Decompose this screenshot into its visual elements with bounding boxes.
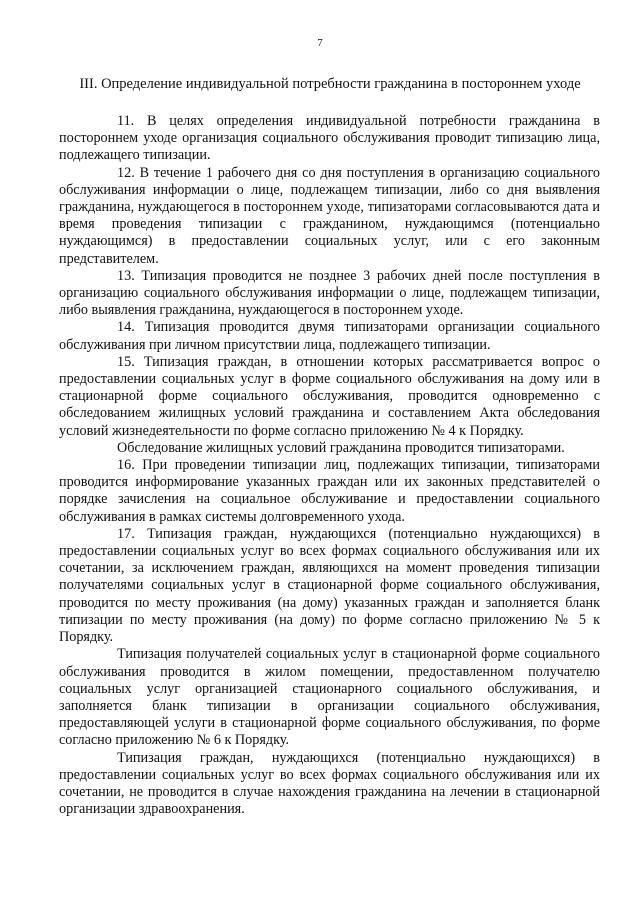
paragraph-17: 17. Типизация граждан, нуждающихся (потенциально нуждающихся) в предоставлении социальных услуг во всех формах социального обслуживания или их сочетании, за исключением граждан, являющихся на момент проведения типизации получателями социальных услуг в стационарной форме социального обслуживания, проводится по месту проживания (на дому) указанных граждан и заполняется бланк типизации по месту проживания (на дому) по форме согласно приложению № 5 к Порядку. — [59, 525, 600, 646]
paragraph-12: 12. В течение 1 рабочего дня со дня поступления в организацию социального обслуживания информации о лице, подлежащем типизации, либо со дня выявления гражданина, нуждающегося в постороннем уходе, типизаторами согласовываются дата и время проведения типизации с гражданином, нуждающимся (потенциально нуждающимся) в предоставлении социальных услуг, или с его законным представителем. — [59, 164, 600, 267]
page-number: 7 — [317, 37, 323, 49]
paragraph-13: 13. Типизация проводится не позднее 3 рабочих дней после поступления в организацию социального обслуживания информации о лице, подлежащем типизации, либо выявления гражданина, нуждающегося в постороннем уходе. — [59, 267, 600, 319]
paragraph-15-note: Обследование жилищных условий гражданина проводится типизаторами. — [117, 439, 565, 456]
section-heading: III. Определение индивидуальной потребности гражданина в постороннем уходе — [79, 76, 581, 92]
paragraph-11: 11. В целях определения индивидуальной потребности гражданина в постороннем уходе организация социального обслуживания проводит типизацию лица, подлежащего типизации. — [59, 113, 600, 164]
paragraph-16: 16. При проведении типизации лиц, подлежащих типизации, типизаторами проводится информирование указанных граждан или их законных представителей о порядке зачисления на социальное обслуживание и предоставлении социального обслуживания в рамках системы долговременного ухода. — [59, 457, 600, 525]
paragraph-14: 14. Типизация проводится двумя типизаторами организации социального обслуживания при личном присутствии лица, подлежащего типизации. — [59, 319, 600, 353]
document-body — [59, 113, 600, 818]
paragraph-15: 15. Типизация граждан, в отношении которых рассматривается вопрос о предоставлении социальных услуг в форме социального обслуживания на дому или в стационарной форме социального обслуживания, проводится одновременно с обследованием жилищных условий гражданина и составлением Акта обследования условий жизнедеятельности по форме согласно приложению № 4 к Порядку. — [59, 353, 600, 439]
paragraph-17-stationary: Типизация получателей социальных услуг в стационарной форме социального обслуживания проводится в жилом помещении, предоставленном получателю социальных услуг организацией стационарного социального обслуживания, и заполняется бланк типизации в организации социального обслуживания, предоставляющей услуги в стационарной форме социального обслуживания, по форме согласно приложению № 6 к Порядку. — [59, 646, 600, 749]
paragraph-17-exception: Типизация граждан, нуждающихся (потенциально нуждающихся) в предоставлении социальных услуг во всех формах социального обслуживания или их сочетании, не проводится в случае нахождения гражданина на лечении в стационарной организации здравоохранения. — [59, 749, 600, 818]
